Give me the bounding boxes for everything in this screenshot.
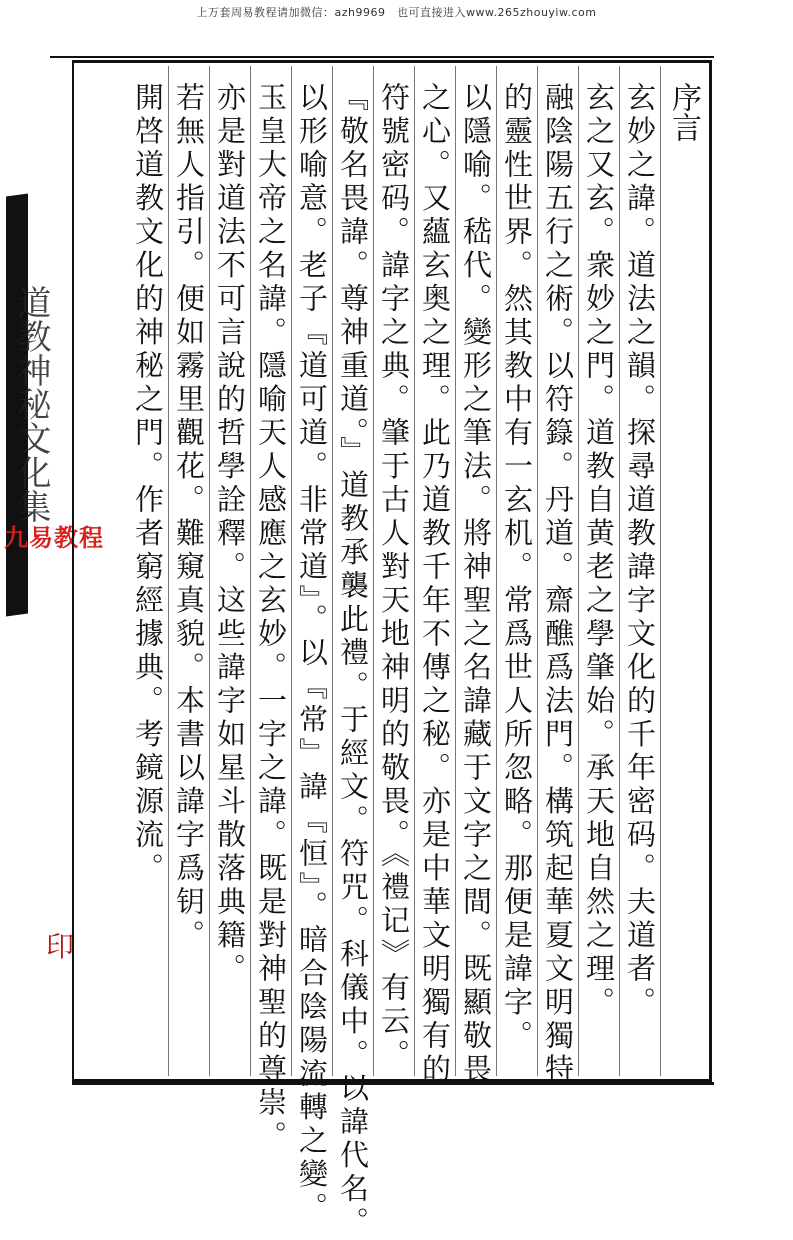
text-column: 以隱喻。嵇代。變形之筆法。將神聖之名諱藏于文字之間。既顯敬畏	[455, 66, 496, 1076]
text-column: 『敬名畏諱。尊神重道。』道教承襲此禮。于經文。符咒。科儀中。以諱代名。	[332, 66, 373, 1076]
text-column: 玄之又玄。衆妙之門。道教自黄老之學肇始。承天地自然之理。	[578, 66, 619, 1076]
top-banner: 上万套周易教程请加微信：azh9969 也可直接进入www.265zhouyiw.com	[196, 6, 597, 19]
text-column: 之心。又蘊玄奥之理。此乃道教千年不傳之秘。亦是中華文明獨有的	[414, 66, 455, 1076]
text-column: 的靈性世界。然其教中有一玄机。常爲世人所忽略。那便是諱字。	[496, 66, 537, 1076]
book-spine	[0, 45, 75, 1100]
top-rule	[50, 56, 714, 58]
text-column: 玉皇大帝之名諱。隱喻天人感應之玄妙。一字之諱。既是對神聖的尊崇。	[250, 66, 291, 1076]
text-columns	[84, 66, 704, 1240]
watermark-logo: 九易教程	[4, 524, 104, 552]
spine-seal-icon: 印	[46, 930, 75, 963]
spine-title: 道教神秘文化集	[11, 285, 51, 523]
text-column: 融陰陽五行之術。以符籙。丹道。齋醮爲法門。構筑起華夏文明獨特	[537, 66, 578, 1076]
text-column: 玄妙之諱。道法之韻。探尋道教諱字文化的千年密码。夫道者。	[619, 66, 660, 1076]
text-column: 若無人指引。便如霧里觀花。難窺真貌。本書以諱字爲钥。	[168, 66, 209, 1076]
text-column: 開啓道教文化的神秘之門。作者窮經據典。考鏡源流。	[131, 82, 165, 886]
text-column: 亦是對道法不可言說的哲學詮釋。这些諱字如星斗散落典籍。	[209, 66, 250, 1076]
bottom-rule	[72, 1082, 714, 1085]
text-column: 符號密码。諱字之典。肇于古人對天地神明的敬畏。《禮记》有云。	[373, 66, 414, 1076]
page-title: 序言	[660, 66, 704, 1076]
text-column: 以形喻意。老子『道可道。非常道』。以『常』諱『恒』。暗合陰陽流轉之變。	[291, 66, 332, 1076]
